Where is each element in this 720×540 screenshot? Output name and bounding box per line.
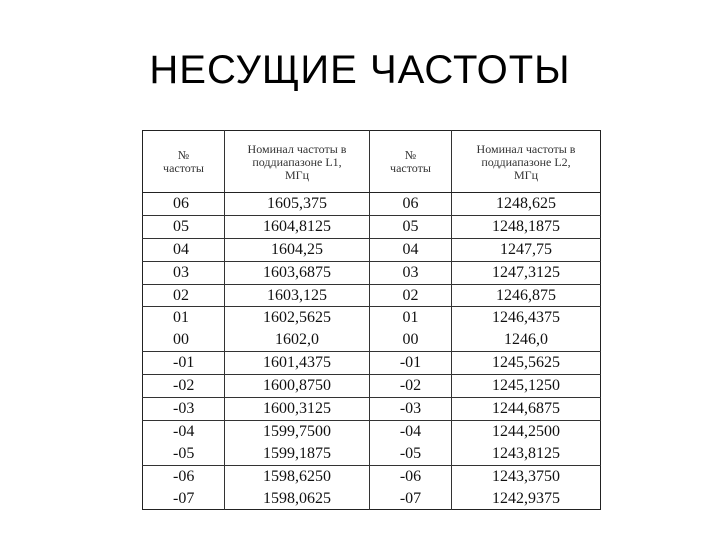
header-text: Номинал частоты в (247, 141, 347, 156)
frequency-l1-cell: 1601,4375 (225, 352, 370, 375)
frequency-l1-cell: 1600,8750 (225, 375, 370, 398)
channel-l1-cell: 00 (143, 329, 225, 351)
channel-l1-cell: 05 (143, 215, 225, 238)
frequency-l1-cell: 1605,375 (225, 193, 370, 216)
frequency-l2-cell: 1244,2500 (452, 420, 601, 442)
frequency-l2-cell: 1243,8125 (452, 443, 601, 465)
channel-l2-cell: -02 (370, 375, 452, 398)
channel-l2-cell: 01 (370, 307, 452, 329)
header-frequency-l1 (225, 131, 370, 193)
frequency-table (142, 130, 601, 510)
channel-l1-cell: -01 (143, 352, 225, 375)
header-text: поддиапазоне L2, (481, 154, 571, 169)
header-text: частоты (163, 161, 204, 175)
header-channel-number-l1 (143, 131, 225, 193)
frequency-l1-cell: 1600,3125 (225, 398, 370, 421)
channel-l1-cell: -03 (143, 398, 225, 421)
channel-l1-cell: 01 (173, 309, 189, 327)
channel-l1-cell: -04 (173, 422, 195, 440)
channel-l1-cell: -02 (143, 375, 225, 398)
channel-l2-cell: -01 (370, 352, 452, 375)
frequency-l1-cell: 1603,6875 (225, 261, 370, 284)
frequency-l2-cell: 1245,5625 (452, 352, 601, 375)
channel-l1-cell: -07 (173, 489, 195, 507)
channel-l2-cell: 02 (370, 284, 452, 307)
channel-l1-cell: 02 (143, 284, 225, 307)
channel-l2-cell: 06 (370, 193, 452, 216)
frequency-l1-cell: 1598,0625 (225, 488, 370, 510)
frequency-l1-cell: 1602,5625 (225, 307, 370, 329)
table-row (143, 284, 601, 307)
table-row (143, 488, 601, 510)
channel-l2-cell: -06 (370, 465, 452, 487)
header-channel-number-l2 (370, 131, 452, 193)
frequency-l2-cell: 1247,75 (452, 238, 601, 261)
header-frequency-l2 (452, 131, 601, 193)
header-text: № (177, 148, 190, 162)
channel-l1-cell: -06 (173, 467, 195, 485)
channel-l2-cell: 03 (370, 261, 452, 284)
table-row (143, 238, 601, 261)
channel-l2-cell: 04 (370, 238, 452, 261)
frequency-l2-cell: 1248,625 (452, 193, 601, 216)
table-row (143, 443, 601, 465)
channel-l1-cell: 03 (143, 261, 225, 284)
channel-l1-cell: -05 (143, 443, 225, 465)
frequency-l2-cell: 1242,9375 (452, 488, 601, 510)
table-row (143, 398, 601, 421)
table-row (143, 465, 601, 487)
channel-l2-cell: 05 (370, 215, 452, 238)
frequency-l1-cell: 1603,125 (225, 284, 370, 307)
header-text: частоты (390, 161, 431, 175)
slide-title: НЕСУЩИЕ ЧАСТОТЫ (149, 48, 571, 92)
channel-l2-cell: -05 (370, 443, 452, 465)
header-text: МГц (284, 167, 310, 182)
table-row (143, 420, 601, 442)
table-row (143, 329, 601, 351)
frequency-l2-cell: 1243,3750 (452, 465, 601, 487)
channel-l1-cell: 06 (143, 193, 225, 216)
frequency-l2-cell: 1244,6875 (452, 398, 601, 421)
table-row (143, 352, 601, 375)
table-row (143, 261, 601, 284)
frequency-l2-cell: 1248,1875 (452, 215, 601, 238)
channel-l2-cell: -04 (370, 420, 452, 442)
header-text: Номинал частоты в (476, 141, 576, 156)
channel-l2-cell: 00 (370, 329, 452, 351)
frequency-l1-cell: 1599,1875 (225, 443, 370, 465)
table-row (143, 215, 601, 238)
header-text: МГц (513, 167, 539, 182)
frequency-l1-cell: 1604,8125 (225, 215, 370, 238)
frequency-l1-cell: 1604,25 (225, 238, 370, 261)
table-header-row (143, 131, 601, 193)
table-row (143, 307, 601, 329)
frequency-l2-cell: 1246,4375 (452, 307, 601, 329)
frequency-l2-cell: 1247,3125 (452, 261, 601, 284)
frequency-l2-cell: 1246,0 (452, 329, 601, 351)
frequency-l2-cell: 1246,875 (452, 284, 601, 307)
channel-l1-cell: 04 (143, 238, 225, 261)
table-row (143, 375, 601, 398)
frequency-l1-cell: 1602,0 (225, 329, 370, 351)
frequency-l1-cell: 1598,6250 (225, 465, 370, 487)
table-row (143, 193, 601, 216)
frequency-l2-cell: 1245,1250 (452, 375, 601, 398)
header-text: поддиапазоне L1, (252, 154, 342, 169)
channel-l2-cell: -03 (370, 398, 452, 421)
header-text: № (404, 148, 417, 162)
frequency-l1-cell: 1599,7500 (225, 420, 370, 442)
channel-l2-cell: -07 (370, 488, 452, 510)
